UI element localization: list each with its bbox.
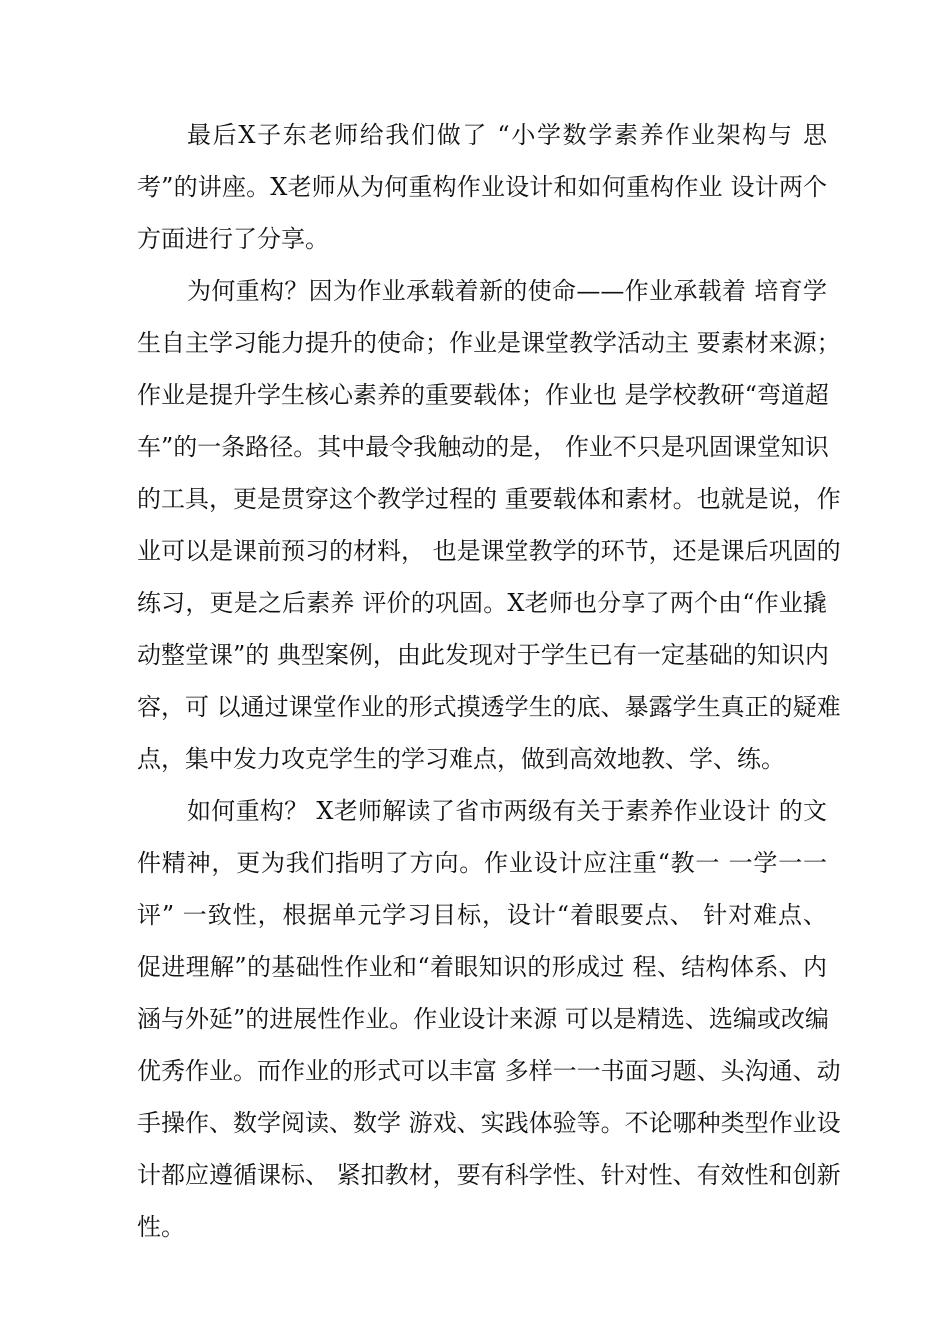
paragraph-3-line-4: 促进理解”的基础性作业和“着眼知识的形成过 程、结构体系、内 [137,953,827,981]
paragraph-2-line-7: 练习，更是之后素养 评价的巩固。X老师也分享了两个由“作业撬 [137,589,827,617]
paragraph-3-line-9: 性。 [137,1213,185,1241]
paragraph-2-line-3: 作业是提升学生核心素养的重要载体；作业也 是学校教研“弯道超 [137,381,829,409]
paragraph-1-line-3: 方面进行了分享。 [137,225,329,253]
paragraph-3-line-2: 件精神，更为我们指明了方向。作业设计应注重“教一 一学一一 [137,849,827,877]
paragraph-1-line-2: 考”的讲座。X老师从为何重构作业设计和如何重构作业 设计两个 [137,173,827,201]
paragraph-2-line-8: 动整堂课”的 典型案例，由此发现对于学生已有一定基础的知识内 [137,641,829,669]
paragraph-2-line-10: 点，集中发力攻克学生的学习难点，做到高效地教、学、练。 [137,745,785,773]
paragraph-2-line-6: 业可以是课前预习的材料， 也是课堂教学的环节，还是课后巩固的 [137,537,841,565]
paragraph-3-line-1: 如何重构？ X老师解读了省市两级有关于素养作业设计 的文 [187,797,827,825]
paragraph-2-line-9: 容，可 以通过课堂作业的形式摸透学生的底、暴露学生真正的疑难 [137,693,841,721]
paragraph-2-line-5: 的工具，更是贯穿这个教学过程的 重要载体和素材。也就是说，作 [137,485,841,513]
paragraph-2-line-2: 生自主学习能力提升的使命；作业是课堂教学活动主 要素材来源； [137,329,841,357]
paragraph-2-line-4: 车”的一条路径。其中最令我触动的是， 作业不只是巩固课堂知识 [137,433,829,461]
paragraph-3-line-5: 涵与外延”的进展性作业。作业设计来源 可以是精选、选编或改编 [137,1005,829,1033]
paragraph-3-line-3: 评” 一致性，根据单元学习目标，设计“着眼要点、 针对难点、 [137,901,827,929]
paragraph-3-line-7: 手操作、数学阅读、数学 游戏、实践体验等。不论哪种类型作业设 [137,1109,841,1137]
paragraph-2-line-1: 为何重构？因为作业承载着新的使命——作业承载着 培育学 [187,277,827,305]
paragraph-1-line-1: 最后X子东老师给我们做了 “小学数学素养作业架构与 思 [187,121,827,149]
paragraph-3-line-8: 计都应遵循课标、 紧扣教材，要有科学性、针对性、有效性和创新 [137,1161,841,1189]
paragraph-3-line-6: 优秀作业。而作业的形式可以丰富 多样一一书面习题、头沟通、动 [137,1057,841,1085]
